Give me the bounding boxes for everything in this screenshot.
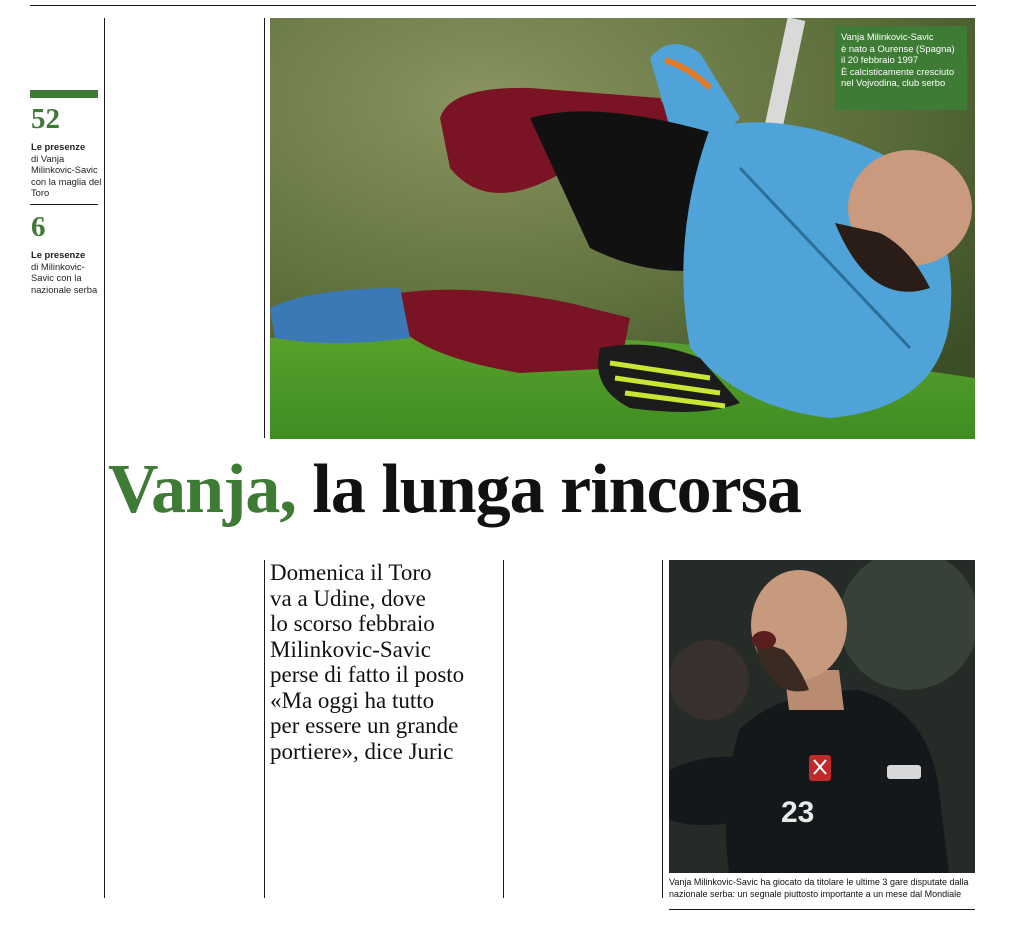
stat-text: di Vanja Milinkovic-Savic con la maglia del Toro	[31, 152, 102, 198]
deck-line: per essere un grande	[270, 713, 459, 738]
column-rule-deck	[264, 560, 265, 898]
bottom-rule	[669, 909, 975, 910]
jersey-number: 23	[781, 796, 815, 829]
photo-caption	[669, 877, 979, 900]
headline	[108, 440, 988, 540]
stat-label: Le presenze	[31, 249, 86, 260]
bio-line: nel Vojvodina, club serbo	[841, 77, 946, 89]
bio-line: Vanja Milinkovic-Savic	[841, 31, 934, 42]
caption-line: nazionale serba: un segnale piuttosto importante a un mese dal Mondiale	[669, 888, 962, 899]
article-deck	[270, 560, 500, 764]
stat-description	[31, 141, 103, 199]
stat-label: Le presenze	[31, 141, 86, 152]
bio-line: è nato a Ourense (Spagna)	[841, 42, 955, 54]
stat-number: 52	[31, 103, 60, 135]
bio-line: È calcisticamente cresciuto	[841, 65, 955, 77]
deck-line: Milinkovic-Savic	[270, 636, 431, 662]
deck-line: Domenica il Toro	[270, 560, 432, 585]
caption-line: Vanja Milinkovic-Savic ha giocato da titolare le ultime 3 gare disputate dalla	[669, 877, 969, 887]
headline-highlight: Vanja,	[108, 451, 296, 528]
bio-line: il 20 febbraio 1997	[841, 54, 919, 66]
player-illustration	[669, 560, 975, 873]
top-rule	[30, 5, 976, 6]
column-rule-mid	[503, 560, 504, 898]
deck-line: va a Udine, dove	[270, 585, 426, 611]
column-rule-photo	[264, 18, 265, 438]
stat-number: 6	[31, 211, 46, 243]
stat-text: di Milinkovic-Savic con la nazionale serba	[31, 260, 98, 295]
stat-accent-bar	[30, 90, 98, 98]
player-photo	[669, 560, 975, 873]
deck-line: «Ma oggi ha tutto	[270, 687, 435, 713]
deck-line: lo scorso febbraio	[270, 611, 435, 636]
deck-line: portiere», dice Juric	[270, 738, 454, 764]
column-rule-right	[662, 560, 663, 898]
stat-description	[31, 249, 103, 295]
bio-caption-box	[835, 26, 967, 110]
goalkeeper-photo	[270, 18, 975, 439]
column-rule-left	[104, 18, 105, 898]
deck-line: perse di fatto il posto	[270, 662, 465, 687]
headline-rest: la lunga rincorsa	[312, 451, 801, 528]
stat-divider	[30, 204, 98, 205]
